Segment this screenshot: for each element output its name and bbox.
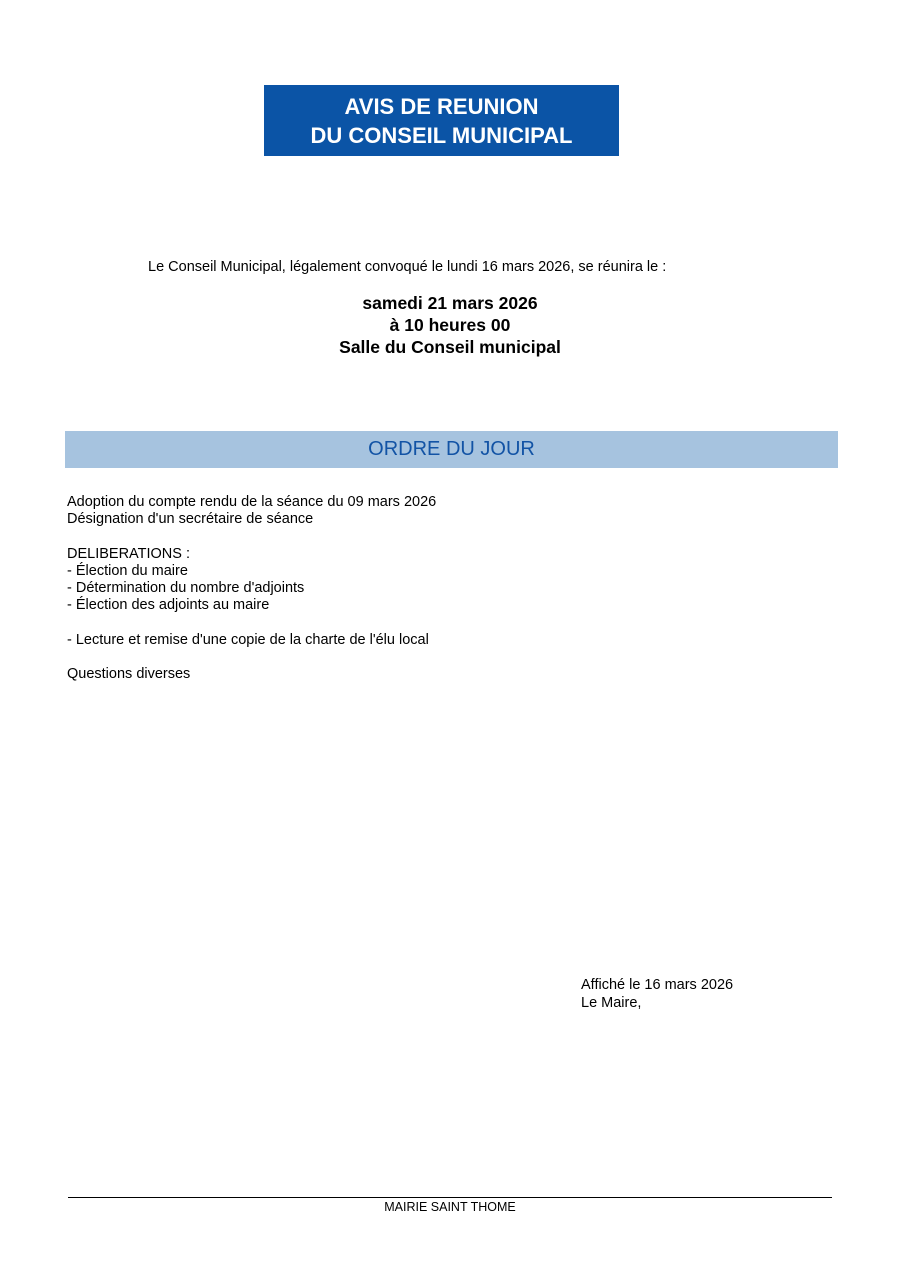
spacer <box>67 615 436 632</box>
notice-title-line-1: AVIS DE REUNION <box>344 93 539 119</box>
agenda-heading: ORDRE DU JOUR <box>368 438 535 460</box>
spacer <box>67 649 436 666</box>
notice-title <box>264 85 619 156</box>
agenda-item-other-questions: Questions diverses <box>67 666 191 683</box>
agenda-item: Adoption du compte rendu de la séance du 09 mars 2026 <box>67 494 437 510</box>
posted-date: Affiché le 16 mars 2026 <box>581 977 734 993</box>
meeting-time: à 10 heures 00 <box>389 315 511 335</box>
agenda-item: Désignation d'un secrétaire de séance <box>67 511 314 528</box>
deliberation-item: - Détermination du nombre d'adjoints <box>67 580 305 597</box>
spacer <box>67 529 436 546</box>
agenda-heading-band <box>65 431 838 468</box>
notice-title-line-2: DU CONSEIL MUNICIPAL <box>310 122 573 148</box>
footer-organization: MAIRIE SAINT THOME <box>384 1200 516 1214</box>
signatory: Le Maire, <box>581 994 642 1011</box>
meeting-details <box>0 292 900 358</box>
deliberation-item: - Élection des adjoints au maire <box>67 597 270 614</box>
agenda-list <box>67 494 436 683</box>
meeting-date: samedi 21 mars 2026 <box>362 293 538 313</box>
footer-divider <box>68 1197 832 1198</box>
agenda-item-charter-reading: - Lecture et remise d'une copie de la charte de l'élu local <box>67 631 429 648</box>
deliberation-item: - Élection du maire <box>67 562 188 579</box>
signature-block <box>581 977 733 1012</box>
deliberations-heading: DELIBERATIONS : <box>67 545 191 562</box>
meeting-location: Salle du Conseil municipal <box>339 337 561 357</box>
convocation-text: Le Conseil Municipal, légalement convoqué le lundi 16 mars 2026, se réunira le : <box>148 259 667 275</box>
